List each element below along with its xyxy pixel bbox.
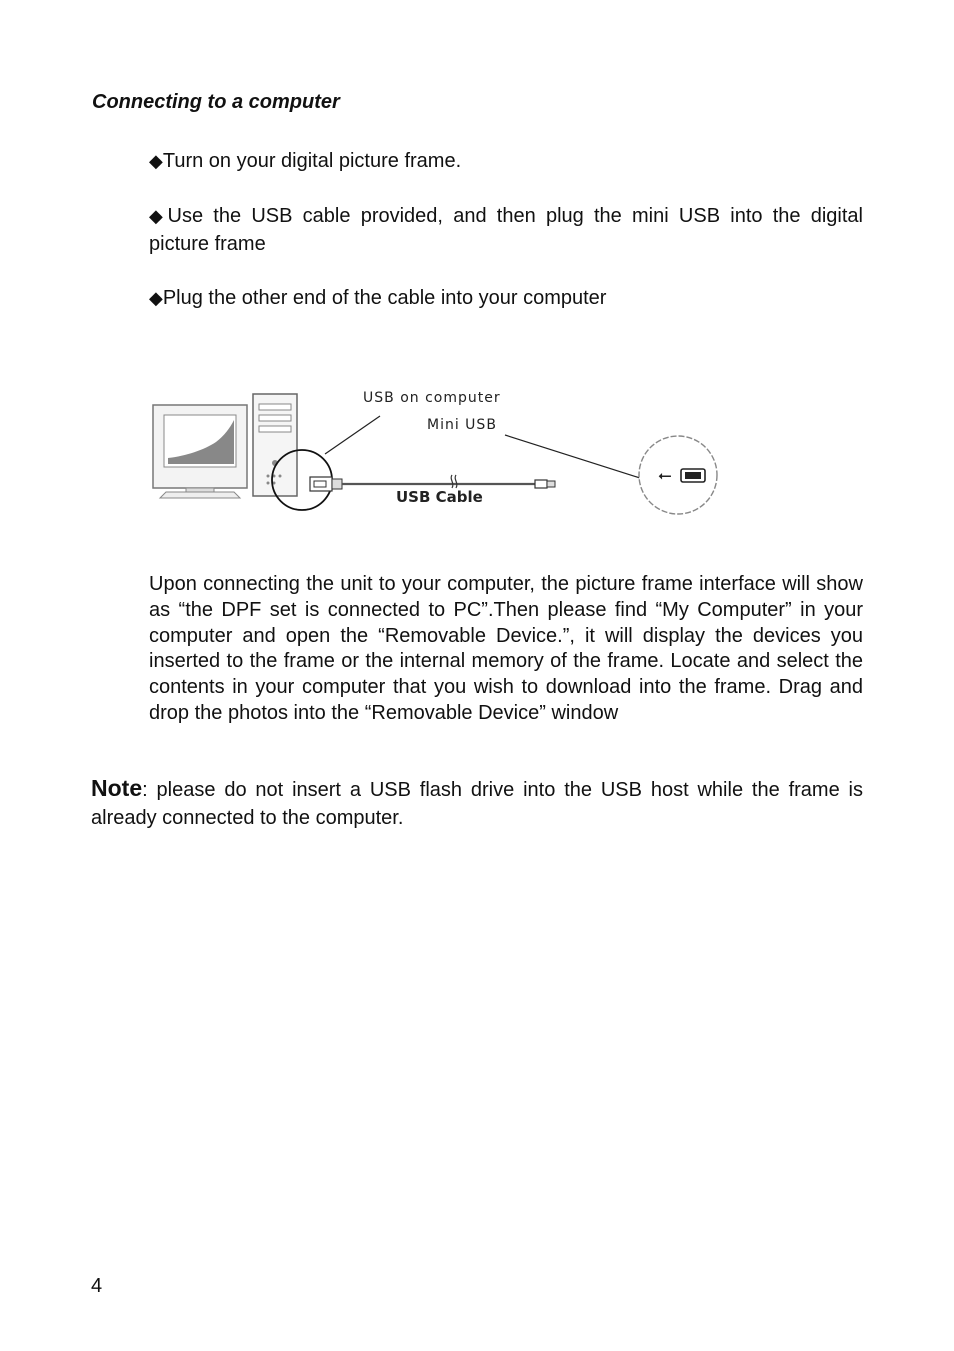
step-text: Use the USB cable provided, and then plug the mini USB into the digital picture frame — [149, 205, 864, 255]
step-text: Plug the other end of the cable into your computer — [162, 287, 607, 309]
diamond-bullet-icon: ◆ — [149, 288, 163, 308]
cable-break-icon — [451, 475, 457, 488]
note-block — [91, 774, 863, 832]
diamond-bullet-icon: ◆ — [149, 151, 163, 171]
step-text: Turn on your digital picture frame. — [162, 150, 462, 172]
step-item — [149, 284, 863, 312]
label-mini-usb: Mini USB — [427, 417, 497, 433]
page-number: 4 — [91, 1275, 103, 1297]
usb-connection-diagram — [150, 380, 730, 520]
pointer-line-mini-usb — [505, 435, 640, 478]
monitor-icon — [153, 405, 247, 498]
section-title: Connecting to a computer — [92, 91, 340, 113]
diamond-bullet-icon: ◆ — [149, 206, 168, 226]
mini-usb-plug-icon — [535, 480, 555, 488]
usb-symbol-icon: ⭠ — [658, 466, 672, 486]
connection-instructions-paragraph: Upon connecting the unit to your computer, the picture frame interface will show as “the DPF set is connected to PC”.Then please find “My Computer” in your computer and open the “Removable Device.”, it will display the devices you inserted to the frame or the internal memory of the frame. Locate and select the contents in your computer that you wish to download into the frame. Drag and drop the photos into the “Removable Device” window — [149, 573, 863, 724]
note-label: Note — [91, 775, 143, 801]
note-text: : please do not insert a USB flash drive into the USB host while the frame is already connected to the computer. — [91, 779, 863, 829]
label-usb-cable: USB Cable — [396, 488, 483, 506]
mini-usb-port-callout — [639, 436, 717, 514]
step-item — [149, 147, 863, 175]
usb-plug-icon — [310, 477, 342, 491]
pointer-line-usb — [325, 416, 380, 454]
label-usb-on-computer: USB on computer — [363, 390, 501, 406]
step-item — [149, 202, 863, 258]
computer-tower-icon — [253, 394, 297, 496]
